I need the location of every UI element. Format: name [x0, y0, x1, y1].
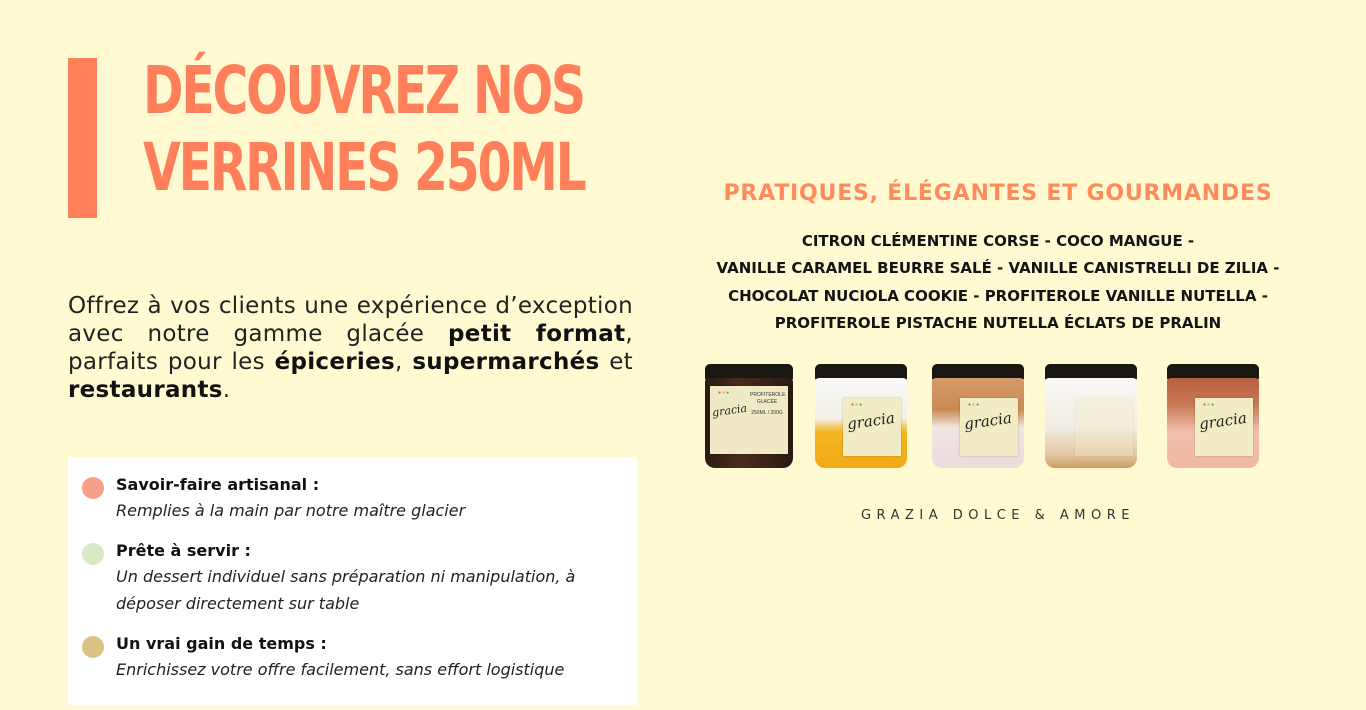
intro-text: . — [222, 377, 231, 403]
feature-title: Savoir-faire artisanal : — [116, 475, 320, 494]
brand-footer: GRAZIA DOLCE & AMORE — [860, 508, 1135, 523]
intro-bold-supermarches: supermarchés — [412, 349, 600, 375]
feature-description: Un dessert individuel sans préparation ni manipulation, à déposer directement sur table — [116, 567, 576, 613]
intro-bold-epiceries: épiceries — [274, 349, 395, 375]
jar-body — [1045, 378, 1137, 468]
label-dots-icon: ●●● — [968, 402, 981, 408]
product-jar-profiterole — [705, 364, 793, 468]
product-jar-coco-mangue — [815, 364, 907, 468]
product-jar-vanille-caramel — [932, 364, 1024, 468]
headline-accent-bar — [68, 58, 97, 218]
intro-text: Offrez à vos clients une expérience d’exception avec notre gamme glacée — [68, 293, 633, 347]
product-jar-vanille-canistrelli — [1045, 364, 1137, 468]
intro-text: et — [599, 349, 633, 375]
label-product-name: PROFITEROLE GLACÉE — [750, 392, 786, 405]
feature-title: Un vrai gain de temps : — [116, 634, 327, 653]
brand-logo: gracia — [962, 408, 1013, 434]
page-title-line-2: VERRINES 250ML — [143, 129, 585, 206]
section-subtitle: PRATIQUES, ÉLÉGANTES ET GOURMANDES — [723, 181, 1273, 206]
brand-logo: gracia — [1197, 408, 1248, 434]
label-dots-icon: ●●● — [718, 390, 731, 396]
brand-logo: gracia — [845, 408, 896, 434]
intro-bold-restaurants: restaurants — [68, 377, 223, 403]
intro-text: , parfaits pour les — [68, 321, 633, 375]
jar-label — [843, 398, 901, 456]
features-card — [68, 457, 637, 705]
jar-body — [932, 378, 1024, 468]
jar-label — [960, 398, 1018, 456]
label-text — [750, 392, 784, 417]
flavor-line: CHOCOLAT NUCIOLA COOKIE - PROFITEROLE VANILLE NUTELLA - — [728, 286, 1268, 305]
jar-label — [710, 386, 788, 454]
bullet-dot-icon — [82, 477, 104, 499]
product-jar-chocolat-nuciola — [1167, 364, 1259, 468]
jar-body — [1167, 378, 1259, 468]
feature-item-gain-de-temps — [82, 632, 637, 683]
brand-logo: gracia — [711, 401, 748, 420]
bullet-dot-icon — [82, 636, 104, 658]
flavor-line: PROFITEROLE PISTACHE NUTELLA ÉCLATS DE PRALIN — [774, 313, 1222, 332]
feature-item-prete-a-servir — [82, 539, 637, 617]
intro-text: , — [394, 349, 413, 375]
flavor-line: VANILLE CARAMEL BEURRE SALÉ - VANILLE CANISTRELLI DE ZILIA - — [716, 259, 1280, 278]
jar-label — [1195, 398, 1253, 456]
feature-item-savoir-faire — [82, 473, 637, 524]
intro-paragraph — [68, 292, 633, 404]
jar-body — [705, 378, 793, 468]
feature-description: Remplies à la main par notre maître glacier — [116, 501, 466, 520]
intro-bold-petit-format: petit format — [448, 321, 626, 347]
feature-title: Prête à servir : — [116, 541, 251, 560]
bullet-dot-icon — [82, 543, 104, 565]
page-title-line-1: DÉCOUVREZ NOS — [143, 52, 584, 129]
feature-description: Enrichissez votre offre facilement, sans effort logistique — [116, 660, 565, 679]
jar-body — [815, 378, 907, 468]
label-dots-icon: ●●● — [851, 402, 864, 408]
label-dots-icon: ●●● — [1203, 402, 1216, 408]
jar-label — [1075, 398, 1133, 456]
flavor-line: CITRON CLÉMENTINE CORSE - COCO MANGUE - — [801, 232, 1195, 250]
page-title — [143, 52, 585, 206]
label-size: 250ML / 200G — [751, 410, 783, 416]
flavor-list — [690, 228, 1306, 337]
